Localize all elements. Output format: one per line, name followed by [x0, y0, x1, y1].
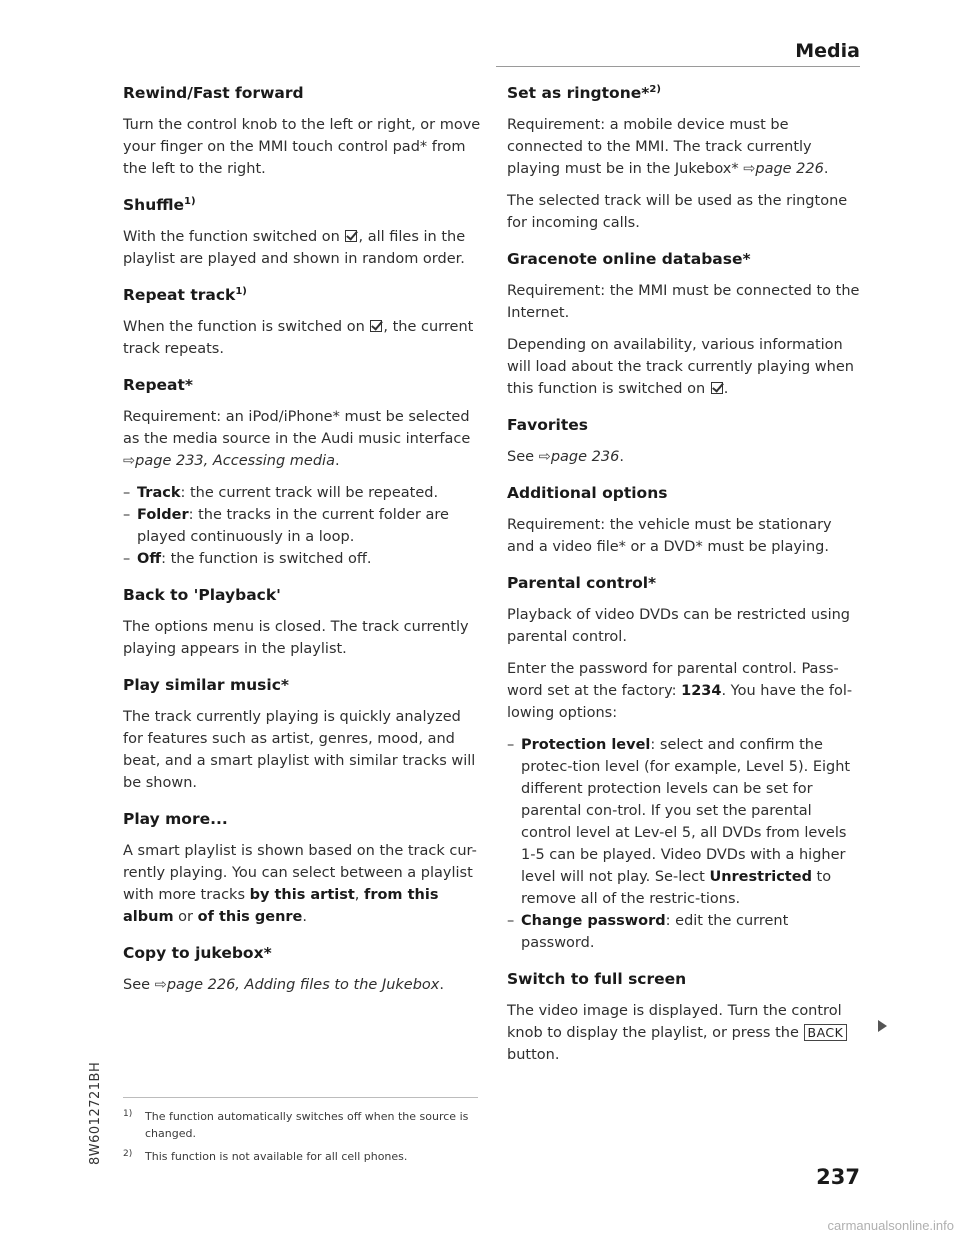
- heading-back-to-playback: Back to 'Playback': [123, 586, 281, 604]
- text-parental-password: Enter the password for parental control. Pass-word set at the factory: 1234. You have the fol-lowing options:: [507, 661, 853, 721]
- footnote-rule: [123, 1097, 478, 1098]
- text-back-to-playback: The options menu is closed. The track currently playing appears in the playlist.: [123, 619, 469, 657]
- text-ringtone: The selected track will be used as the ringtone for incoming calls.: [507, 193, 848, 231]
- text-additional-options: Requirement: the vehicle must be stationary and a video file* or a DVD* must be playing.: [507, 517, 832, 555]
- text-play-more: A smart playlist is shown based on the track cur-rently playing. You can select between a playlist with more tracks by this artist, from this album or of this genre.: [123, 843, 477, 925]
- text-play-similar: The track currently playing is quickly analyzed for features such as artist, genres, mood, and beat, and a smart playlist with similar tracks will be shown.: [123, 709, 476, 791]
- heading-full-screen: Switch to full screen: [507, 970, 687, 988]
- document-code: 8W6012721BH: [88, 1061, 103, 1165]
- checkbox-checked-icon: [711, 382, 723, 394]
- text-rewind: Turn the control knob to the left or right, or move your finger on the MMI touch control pad* from the left to the right.: [123, 117, 481, 177]
- back-key-label: BACK: [804, 1024, 848, 1041]
- list-item: – Protection level: select and confirm the protec-tion level (for example, Level 5). Eight different protection levels can be set for parental con-trol. If you set the parental control level at Lev-el 5, all DVDs from levels 1-5 can be played. Video DVDs with a higher level will not play. Se-lect Unrestricted to remove all of the restric-tions.: [507, 734, 862, 910]
- footnote-ref: 1): [235, 285, 247, 297]
- section-play-more: [123, 808, 483, 928]
- section-favorites: [507, 414, 862, 468]
- list-item: – Change password: edit the current password.: [507, 910, 862, 954]
- page-number: 237: [816, 1165, 860, 1189]
- heading-ringtone: Set as ringtone*$^{2)}$: [507, 83, 661, 102]
- section-additional-options: [507, 482, 862, 558]
- page-ref-link[interactable]: page 226: [755, 161, 824, 177]
- section-repeat-track: [123, 284, 483, 360]
- heading-play-more: Play more...: [123, 810, 228, 828]
- text-favorites: See ⇨page 236.: [507, 449, 624, 465]
- heading-rewind: Rewind/Fast forward: [123, 84, 304, 102]
- section-back-to-playback: [123, 584, 483, 660]
- text-full-screen: The video image is displayed. Turn the control knob to display the playlist, or press the BACK button.: [507, 1000, 862, 1066]
- heading-additional-options: Additional options: [507, 484, 668, 502]
- continue-arrow-icon: [878, 1020, 887, 1032]
- repeat-options-list: [123, 482, 483, 570]
- section-gracenote: [507, 248, 862, 400]
- section-ringtone: [507, 82, 862, 234]
- header-rule: [496, 66, 860, 67]
- page-ref-arrow-icon: ⇨: [538, 449, 551, 465]
- page-ref-link[interactable]: page 233, Accessing media: [135, 453, 335, 469]
- heading-parental-control: Parental control*: [507, 574, 657, 592]
- text-parental-intro: Playback of video DVDs can be restricted using parental control.: [507, 607, 851, 645]
- page-ref-arrow-icon: ⇨: [154, 977, 167, 993]
- checkbox-checked-icon: [345, 230, 357, 242]
- text-repeat-track: When the function is switched on , the current track repeats.: [123, 319, 474, 357]
- section-play-similar: [123, 674, 483, 794]
- page-ref-link[interactable]: page 226, Adding files to the Jukebox: [166, 977, 440, 993]
- footnote-ref: 2): [649, 83, 661, 95]
- footnote-1: 1) The function automatically switches off when the source is changed.: [123, 1109, 469, 1140]
- list-item: – Folder: the tracks in the current folder are played continuously in a loop.: [123, 504, 483, 548]
- text-ringtone-requirement: Requirement: a mobile device must be connected to the MMI. The track currently playing must be in the Jukebox* ⇨page 226.: [507, 117, 829, 177]
- parental-options-list: [507, 734, 862, 954]
- section-shuffle: [123, 194, 483, 270]
- footnote-ref: 1): [184, 195, 196, 207]
- section-full-screen: [507, 968, 862, 1066]
- section-rewind: [123, 82, 483, 180]
- text-gracenote: Depending on availability, various information will load about the track currently playing when this function is switched on .: [507, 337, 854, 397]
- heading-gracenote: Gracenote online database*: [507, 250, 751, 268]
- heading-shuffle: Shuffle$^{1)}$: [123, 195, 196, 214]
- page-ref-arrow-icon: ⇨: [743, 161, 756, 177]
- page-ref-arrow-icon: ⇨: [123, 453, 136, 469]
- text-copy-jukebox: See ⇨page 226, Adding files to the Jukebox.: [123, 977, 444, 993]
- watermark: carmanualsonline.info: [827, 1218, 954, 1233]
- heading-repeat: Repeat*: [123, 376, 194, 394]
- page-ref-link[interactable]: page 236: [550, 449, 620, 465]
- footnotes: [123, 1108, 483, 1171]
- section-parental-control: [507, 572, 862, 954]
- heading-copy-jukebox: Copy to jukebox*: [123, 944, 272, 962]
- text-repeat-requirement: Requirement: an iPod/iPhone* must be selected as the media source in the Audi music interface ⇨page 233, Accessing media.: [123, 409, 471, 469]
- right-column: [507, 82, 862, 1080]
- text-gracenote-requirement: Requirement: the MMI must be connected to the Internet.: [507, 283, 860, 321]
- list-item: – Track: the current track will be repeated.: [123, 482, 483, 504]
- checkbox-checked-icon: [370, 320, 382, 332]
- page-header-title: Media: [795, 40, 860, 62]
- heading-repeat-track: Repeat track$^{1)}$: [123, 285, 247, 304]
- text-shuffle: With the function switched on , all files in the playlist are played and shown in random order.: [123, 229, 466, 267]
- heading-play-similar: Play similar music*: [123, 676, 289, 694]
- footnote-2: 2) This function is not available for all cell phones.: [123, 1149, 408, 1163]
- list-item: – Off: the function is switched off.: [123, 548, 483, 570]
- heading-favorites: Favorites: [507, 416, 588, 434]
- left-column: [123, 82, 483, 1010]
- section-repeat: [123, 374, 483, 570]
- section-copy-jukebox: [123, 942, 483, 996]
